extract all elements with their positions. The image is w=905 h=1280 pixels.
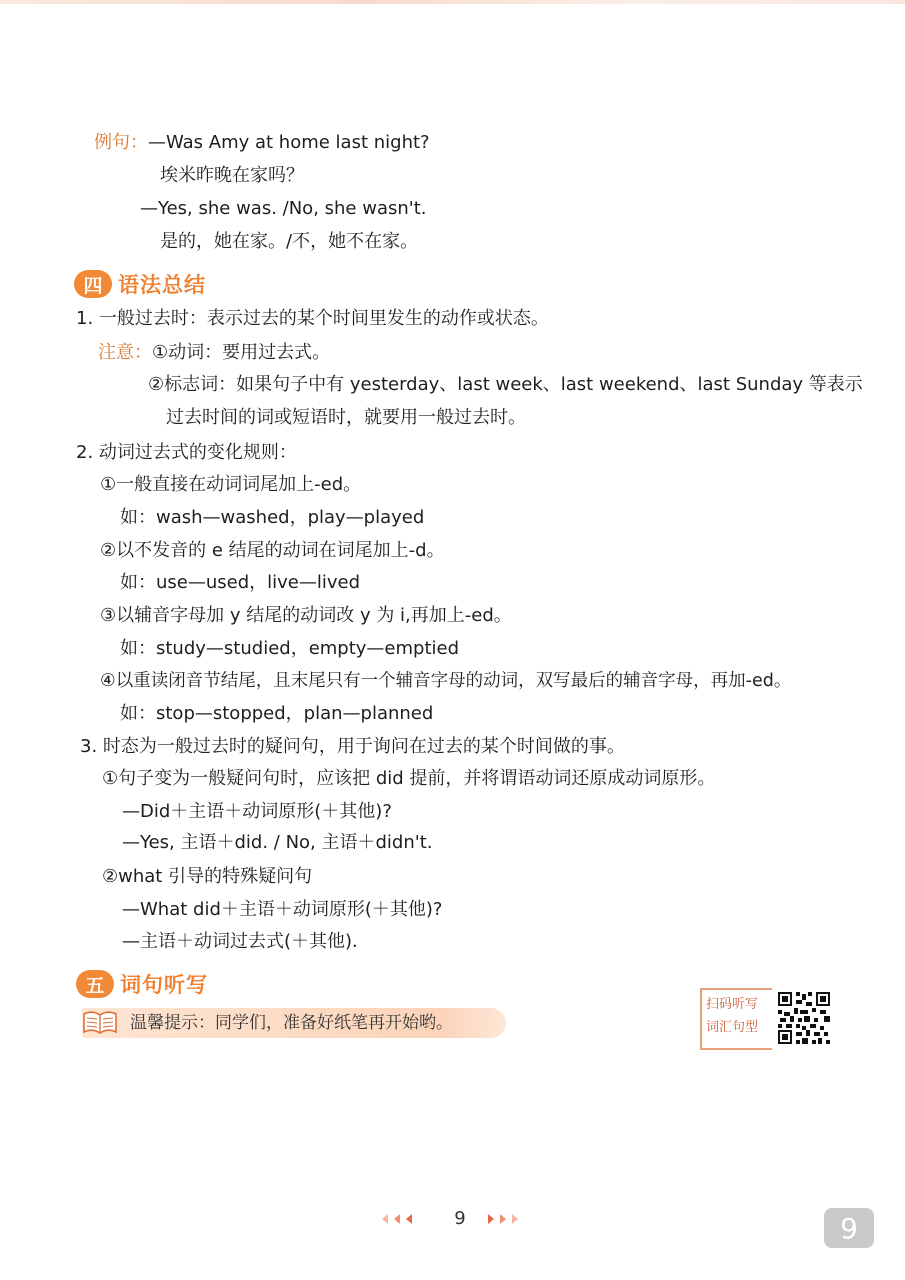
question-rule-1-question: —Did＋主语＋动词原形(＋其他)? bbox=[122, 801, 392, 822]
example-a-en: —Yes, she was. /No, she wasn't. bbox=[140, 198, 427, 219]
tip-banner bbox=[82, 1008, 506, 1038]
rule-1-example: 如：wash—washed，play—played bbox=[120, 507, 425, 528]
note-1: ①动词：要用过去式。 bbox=[152, 342, 331, 363]
section-4-badge: 四 bbox=[74, 270, 112, 298]
example-label: 例句： bbox=[94, 132, 148, 153]
tip-text: 温馨提示：同学们，准备好纸笔再开始哟。 bbox=[130, 1013, 453, 1033]
section-5-header bbox=[76, 968, 208, 1000]
question-rule-2: ②what 引导的特殊疑问句 bbox=[102, 866, 313, 887]
note-label: 注意： bbox=[98, 342, 152, 363]
example-q-cn: 埃米昨晚在家吗？ bbox=[160, 165, 304, 186]
page-footer bbox=[380, 1208, 540, 1232]
section-5-title: 词句听写 bbox=[120, 973, 208, 997]
qr-label-line-2: 词汇句型 bbox=[706, 1020, 759, 1035]
rule-1: ①一般直接在动词词尾加上-ed。 bbox=[100, 474, 362, 495]
qr-code-icon[interactable] bbox=[776, 990, 832, 1046]
qr-code-block[interactable] bbox=[700, 988, 835, 1050]
example-q-en: —Was Amy at home last night? bbox=[148, 132, 430, 153]
top-color-band bbox=[0, 0, 905, 4]
question-rule-1-answer: —Yes, 主语＋did. / No, 主语＋didn't. bbox=[122, 832, 433, 853]
grammar-item-3: 3. 时态为一般过去时的疑问句，用于询问在过去的某个时间做的事。 bbox=[80, 736, 625, 757]
section-5-badge: 五 bbox=[76, 970, 114, 998]
example-line-1 bbox=[94, 130, 430, 156]
note-2-continued: 过去时间的词或短语时，就要用一般过去时。 bbox=[166, 407, 526, 428]
rule-4: ④以重读闭音节结尾，且末尾只有一个辅音字母的动词，双写最后的辅音字母，再加-ed。 bbox=[100, 671, 792, 691]
rule-3-example: 如：study—studied，empty—emptied bbox=[120, 638, 460, 659]
rule-2: ②以不发音的 e 结尾的动词在词尾加上-d。 bbox=[100, 540, 445, 561]
page-number: 9 bbox=[454, 1208, 466, 1229]
rule-2-example: 如：use—used，live—lived bbox=[120, 572, 361, 593]
note-2: ②标志词：如果句子中有 yesterday、last week、last weekend、last Sunday 等表示 bbox=[148, 374, 863, 395]
example-a-cn: 是的，她在家。/不，她不在家。 bbox=[160, 231, 419, 252]
next-arrows-icon bbox=[486, 1212, 534, 1226]
question-rule-2-answer: —主语＋动词过去式(＋其他). bbox=[122, 931, 358, 952]
prev-arrows-icon bbox=[380, 1212, 428, 1226]
rule-4-example: 如：stop—stopped，plan—planned bbox=[120, 703, 434, 724]
section-4-title: 语法总结 bbox=[118, 273, 206, 297]
question-rule-1: ①句子变为一般疑问句时，应该把 did 提前，并将谓语动词还原成动词原形。 bbox=[102, 768, 716, 789]
rule-3: ③以辅音字母加 y 结尾的动词改 y 为 i,再加上-ed。 bbox=[100, 605, 512, 626]
page-corner-badge: 9 bbox=[824, 1208, 874, 1248]
section-4-header bbox=[74, 268, 206, 300]
grammar-item-1: 1. 一般过去时：表示过去的某个时间里发生的动作或状态。 bbox=[76, 308, 549, 329]
grammar-item-2: 2. 动词过去式的变化规则： bbox=[76, 442, 297, 463]
grammar-note-1-line bbox=[98, 340, 330, 366]
open-book-icon bbox=[82, 1006, 118, 1036]
question-rule-2-question: —What did＋主语＋动词原形(＋其他)? bbox=[122, 899, 443, 920]
qr-label-line-1: 扫码听写 bbox=[706, 997, 759, 1012]
